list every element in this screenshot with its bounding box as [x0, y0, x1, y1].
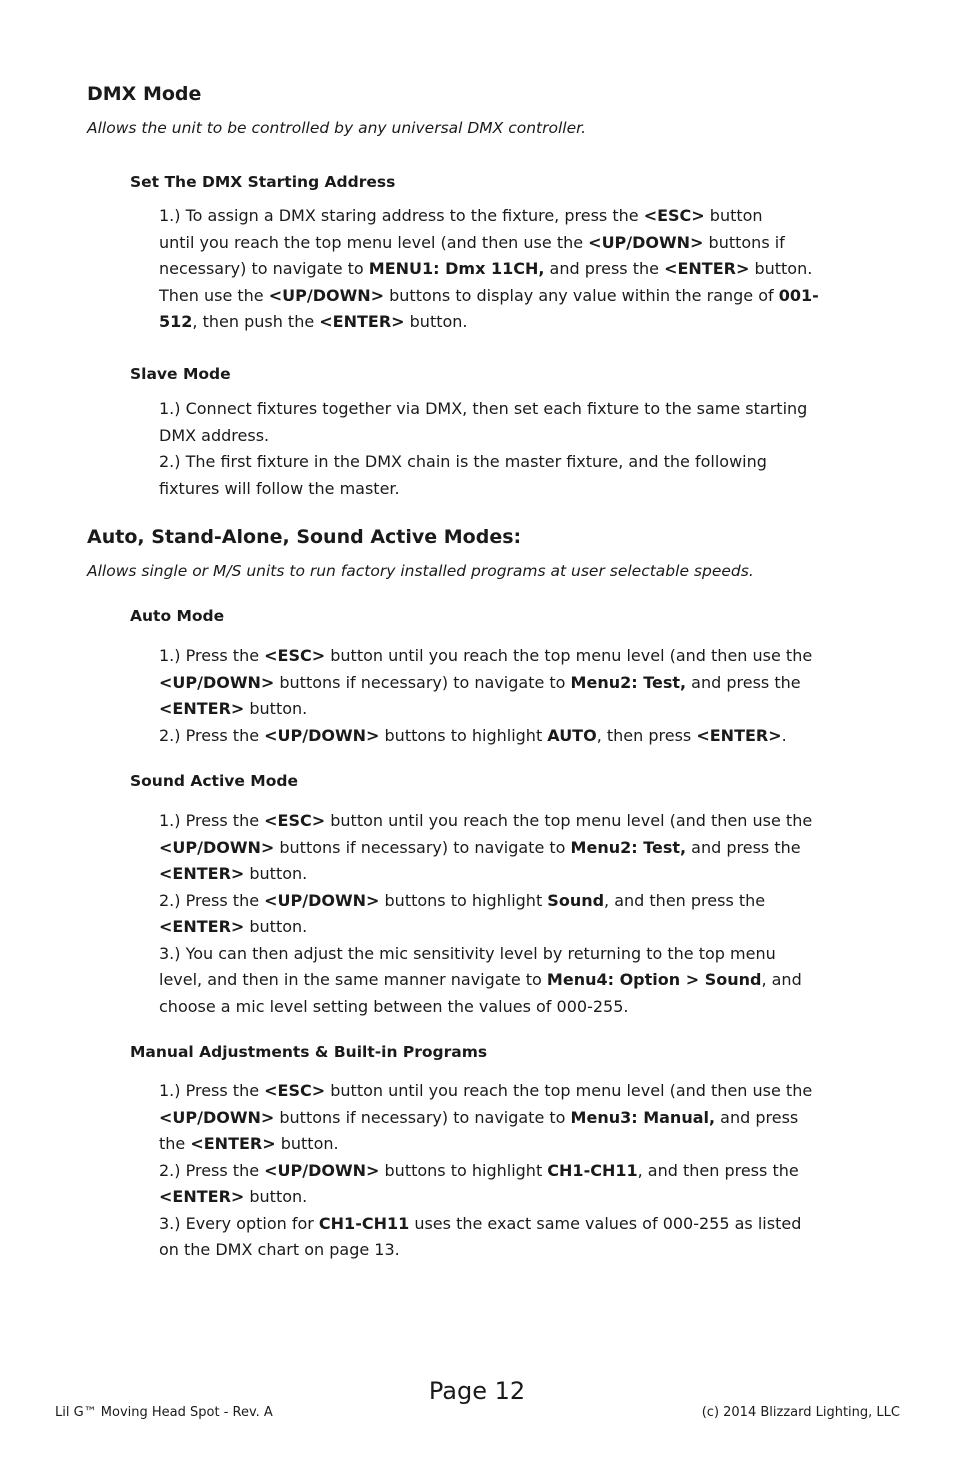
text-run: 1.) To assign a DMX staring address to the fixture, press the	[159, 206, 644, 225]
text-run: , and then press the	[604, 890, 766, 910]
bold-text: <ENTER>	[159, 1187, 245, 1206]
text-run: button until you reach the top menu level (and then use the	[325, 811, 813, 830]
bold-text: <ENTER>	[190, 1134, 276, 1153]
paragraph-line	[159, 1211, 871, 1238]
text-run: button.	[404, 312, 468, 331]
text-run: and press the	[544, 259, 665, 278]
subsection-title-slave-mode: Slave Mode	[130, 365, 231, 383]
text-run: buttons if necessary) to navigate to	[274, 1107, 571, 1127]
paragraph-line	[159, 396, 871, 423]
text-run: and press	[715, 1107, 799, 1127]
text-run: button.	[244, 1187, 308, 1206]
paragraph-line	[159, 423, 871, 450]
paragraph-line	[159, 230, 871, 257]
text-run: 1.) Press the	[159, 646, 265, 665]
bold-text: <ESC>	[264, 811, 326, 830]
paragraph-line	[159, 1105, 871, 1132]
bold-text: <UP/DOWN>	[588, 232, 704, 252]
bold-text: Menu4: Option > Sound	[546, 970, 762, 989]
text-run: fixtures will follow the master.	[159, 478, 400, 498]
text-run: buttons to highlight	[379, 725, 548, 745]
text-run: button until you reach the top menu level (and then use the	[325, 1081, 813, 1100]
text-run: 2.) Press the	[159, 1160, 265, 1180]
text-run: button.	[244, 699, 308, 718]
text-run: 1.) Connect fixtures together via DMX, then set each fixture to the same starting	[159, 399, 808, 418]
paragraph-line	[159, 888, 871, 915]
text-run: , and then press the	[637, 1160, 799, 1180]
bold-text: <UP/DOWN>	[264, 890, 380, 910]
bold-text: Menu2: Test,	[570, 837, 687, 857]
paragraph-line	[159, 1131, 871, 1158]
bold-text: <UP/DOWN>	[264, 1160, 380, 1180]
text-run: 2.) Press the	[159, 890, 265, 910]
paragraph-line	[159, 941, 871, 968]
paragraph-line	[159, 670, 871, 697]
paragraph-line	[159, 203, 871, 230]
text-run: until you reach the top menu level (and then use the	[159, 232, 589, 252]
footer-document-title: Lil G™ Moving Head Spot - Rev. A	[55, 1405, 273, 1420]
bold-text: AUTO	[547, 725, 597, 745]
text-run: level, and then in the same manner navigate to	[159, 970, 547, 989]
text-run: and press the	[686, 837, 801, 857]
bold-text: MENU1: Dmx 11CH,	[368, 259, 545, 278]
text-run: choose a mic level setting between the values of 000-255.	[159, 996, 629, 1016]
bold-text: <UP/DOWN>	[159, 672, 275, 692]
paragraph-line	[159, 1237, 871, 1264]
paragraph-line	[159, 861, 871, 888]
footer-copyright: (c) 2014 Blizzard Lighting, LLC	[701, 1405, 900, 1420]
bold-text: <UP/DOWN>	[159, 837, 275, 857]
bold-text: <ESC>	[264, 646, 326, 665]
subsection-title-auto-mode: Auto Mode	[130, 607, 225, 625]
bold-text: CH1-CH11	[318, 1213, 410, 1233]
text-run: uses the exact same values of 000-255 as listed	[409, 1213, 802, 1233]
paragraph-set-address	[159, 203, 871, 336]
paragraph-line	[159, 835, 871, 862]
paragraph-line	[159, 696, 871, 723]
text-run: Then use the	[159, 285, 269, 305]
text-run: 1.) Press the	[159, 811, 265, 830]
paragraph-auto-mode	[159, 643, 871, 749]
paragraph-line	[159, 283, 871, 310]
section-title-dmx-mode: DMX Mode	[87, 83, 202, 105]
page-number: Page 12	[428, 1377, 526, 1405]
paragraph-sound-active	[159, 808, 871, 1020]
text-run: buttons if necessary) to navigate to	[274, 672, 571, 692]
bold-text: <ENTER>	[319, 312, 405, 331]
text-run: , then push the	[192, 312, 320, 331]
text-run: the	[159, 1134, 191, 1153]
text-run: necessary) to navigate to	[159, 259, 369, 278]
bold-text: <ENTER>	[159, 864, 245, 883]
text-run: .	[781, 725, 787, 745]
text-run: button.	[749, 259, 813, 278]
text-run: , and	[761, 970, 802, 989]
bold-text: Menu3: Manual,	[570, 1107, 716, 1127]
bold-text: <ENTER>	[159, 699, 245, 718]
text-run: button.	[244, 864, 308, 883]
paragraph-line	[159, 994, 871, 1021]
paragraph-line	[159, 723, 871, 750]
bold-text: 512	[159, 312, 193, 331]
bold-text: <UP/DOWN>	[159, 1107, 275, 1127]
text-run: buttons to display any value within the range of	[384, 285, 779, 305]
paragraph-line	[159, 967, 871, 994]
subsection-title-sound-active: Sound Active Mode	[130, 772, 298, 790]
text-run: 3.) You can then adjust the mic sensitivity level by returning to the top menu	[159, 943, 776, 963]
section-intro-auto-modes: Allows single or M/S units to run factory installed programs at user selectable speeds.	[87, 562, 754, 580]
paragraph-line	[159, 1184, 871, 1211]
text-run: button.	[275, 1134, 339, 1153]
text-run: 2.) Press the	[159, 725, 265, 745]
subsection-title-set-address: Set The DMX Starting Address	[130, 173, 396, 191]
paragraph-line	[159, 808, 871, 835]
text-run: 1.) Press the	[159, 1081, 265, 1100]
bold-text: Menu2: Test,	[570, 672, 687, 692]
bold-text: CH1-CH11	[547, 1160, 638, 1180]
bold-text: <UP/DOWN>	[268, 285, 385, 305]
text-run: DMX address.	[159, 425, 270, 445]
text-run: button	[704, 206, 763, 225]
text-run: button.	[244, 917, 308, 936]
bold-text: Sound	[547, 890, 605, 910]
section-intro-dmx-mode: Allows the unit to be controlled by any universal DMX controller.	[87, 119, 587, 137]
bold-text: <ENTER>	[159, 917, 245, 936]
section-title-auto-modes: Auto, Stand-Alone, Sound Active Modes:	[87, 526, 522, 548]
bold-text: <ESC>	[643, 206, 705, 225]
paragraph-line	[159, 1078, 871, 1105]
paragraph-line	[159, 643, 871, 670]
text-run: on the DMX chart on page 13.	[159, 1240, 400, 1259]
subsection-title-manual: Manual Adjustments & Built-in Programs	[130, 1043, 488, 1061]
text-run: buttons to highlight	[379, 890, 548, 910]
paragraph-line	[159, 1158, 871, 1185]
text-run: button until you reach the top menu level (and then use the	[325, 646, 813, 665]
paragraph-line	[159, 914, 871, 941]
text-run: buttons to highlight	[379, 1160, 548, 1180]
bold-text: <UP/DOWN>	[264, 725, 380, 745]
text-run: and press the	[686, 672, 801, 692]
bold-text: <ENTER>	[664, 259, 750, 278]
paragraph-manual	[159, 1078, 871, 1264]
paragraph-line	[159, 309, 871, 336]
text-run: buttons if	[703, 232, 785, 252]
paragraph-slave-mode	[159, 396, 871, 502]
paragraph-line	[159, 449, 871, 476]
text-run: , then press	[596, 725, 697, 745]
bold-text: 001-	[778, 285, 819, 305]
paragraph-line	[159, 256, 871, 283]
text-run: buttons if necessary) to navigate to	[274, 837, 571, 857]
text-run: 2.) The first fixture in the DMX chain is the master fixture, and the following	[159, 452, 767, 471]
bold-text: <ESC>	[264, 1081, 326, 1100]
text-run: 3.) Every option for	[159, 1213, 319, 1233]
bold-text: <ENTER>	[696, 725, 782, 745]
paragraph-line	[159, 476, 871, 503]
